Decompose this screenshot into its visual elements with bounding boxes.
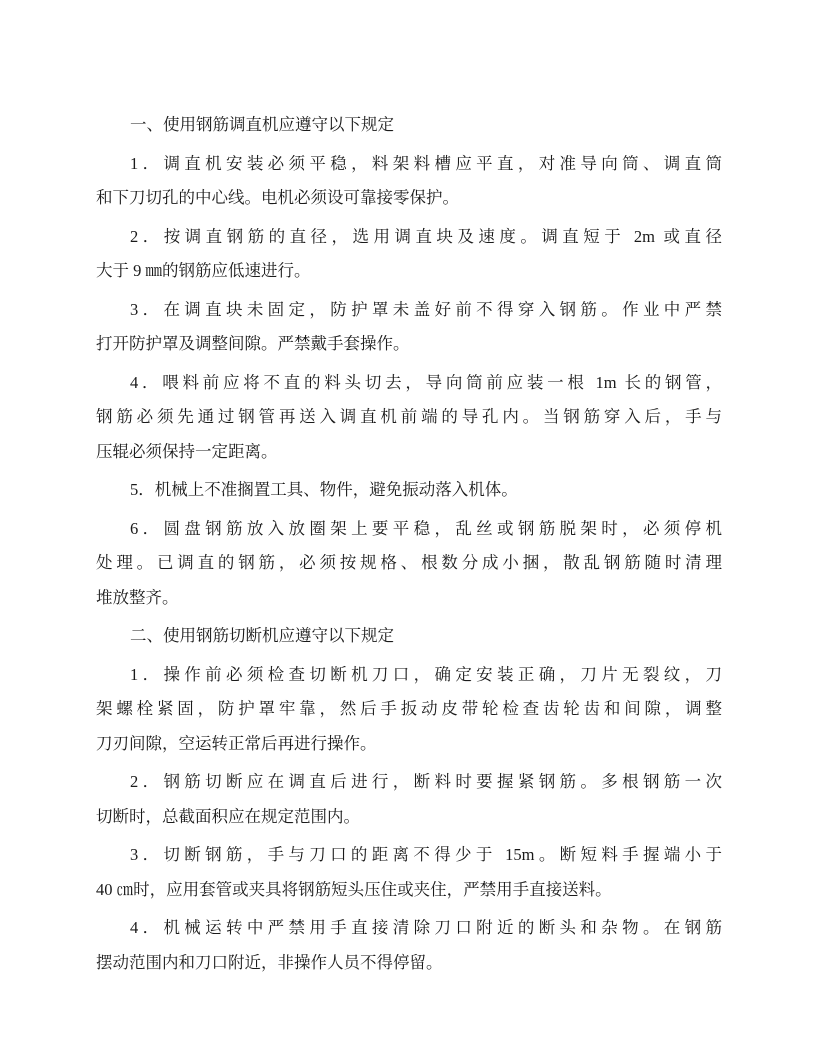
- paragraph: [96, 366, 722, 470]
- text-line: 压辊必须保持一定距离。: [96, 441, 278, 461]
- text-line: 切断时，总截面积应在规定范围内。: [96, 806, 360, 826]
- text-line: 40 ㎝时，应用套管或夹具将钢筋短头压住或夹住，严禁用手直接送料。: [96, 879, 612, 899]
- paragraph: [96, 512, 722, 616]
- paragraph: [96, 658, 722, 762]
- document-body: [96, 108, 722, 984]
- text-line: 二、使用钢筋切断机应遵守以下规定: [130, 626, 394, 645]
- paragraph: [96, 147, 722, 216]
- text-line: 1．操作前必须检查切断机刀口，确定安装正确，刀片无裂纹，刀: [130, 664, 722, 684]
- text-line: 堆放整齐。: [96, 587, 179, 607]
- paragraph: [96, 293, 722, 362]
- paragraph: [96, 838, 722, 907]
- section-heading: [96, 108, 722, 143]
- text-line: 钢筋必须先通过钢管再送入调直机前端的导孔内。当钢筋穿入后，手与: [96, 407, 722, 426]
- text-line: 刀刃间隙，空运转正常后再进行操作。: [96, 733, 377, 753]
- text-line: 和下刀切孔的中心线。电机必须设可靠接零保护。: [96, 188, 459, 207]
- text-line: 4．机械运转中严禁用手直接清除刀口附近的断头和杂物。在钢筋: [130, 918, 722, 937]
- text-line: 1．调直机安装必须平稳，料架料槽应平直，对准导向筒、调直筒: [130, 153, 722, 173]
- text-line: 3．切断钢筋，手与刀口的距离不得少于 15m。断短料手握端小于: [130, 845, 722, 864]
- text-line: 打开防护罩及调整间隙。严禁戴手套操作。: [96, 334, 410, 353]
- text-line: 6．圆盘钢筋放入放圈架上要平稳，乱丝或钢筋脱架时，必须停机: [130, 518, 722, 538]
- paragraph: [96, 911, 722, 980]
- paragraph: [96, 765, 722, 834]
- text-line: 大于 9 ㎜的钢筋应低速进行。: [96, 261, 311, 280]
- text-line: 架螺栓紧固，防护罩牢靠，然后手扳动皮带轮检查齿轮齿和间隙，调整: [96, 699, 722, 718]
- paragraph: [96, 220, 722, 289]
- text-line: 2．钢筋切断应在调直后进行，断料时要握紧钢筋。多根钢筋一次: [130, 772, 722, 791]
- text-line: 处理。已调直的钢筋，必须按规格、根数分成小捆，散乱钢筋随时清理: [96, 553, 722, 572]
- text-line: 2．按调直钢筋的直径，选用调直块及速度。调直短于 2m 或直径: [130, 226, 722, 246]
- paragraph: [96, 473, 722, 508]
- text-line: 摆动范围内和刀口附近，非操作人员不得停留。: [96, 952, 443, 972]
- text-line: 5．机械上不准搁置工具、物件，避免振动落入机体。: [130, 480, 518, 499]
- text-line: 3．在调直块未固定，防护罩未盖好前不得穿入钢筋。作业中严禁: [130, 299, 722, 319]
- text-line: 4．喂料前应将不直的料头切去，导向筒前应装一根 1m 长的钢管，: [130, 372, 722, 392]
- text-line: 一、使用钢筋调直机应遵守以下规定: [130, 115, 394, 134]
- section-heading: [96, 619, 722, 654]
